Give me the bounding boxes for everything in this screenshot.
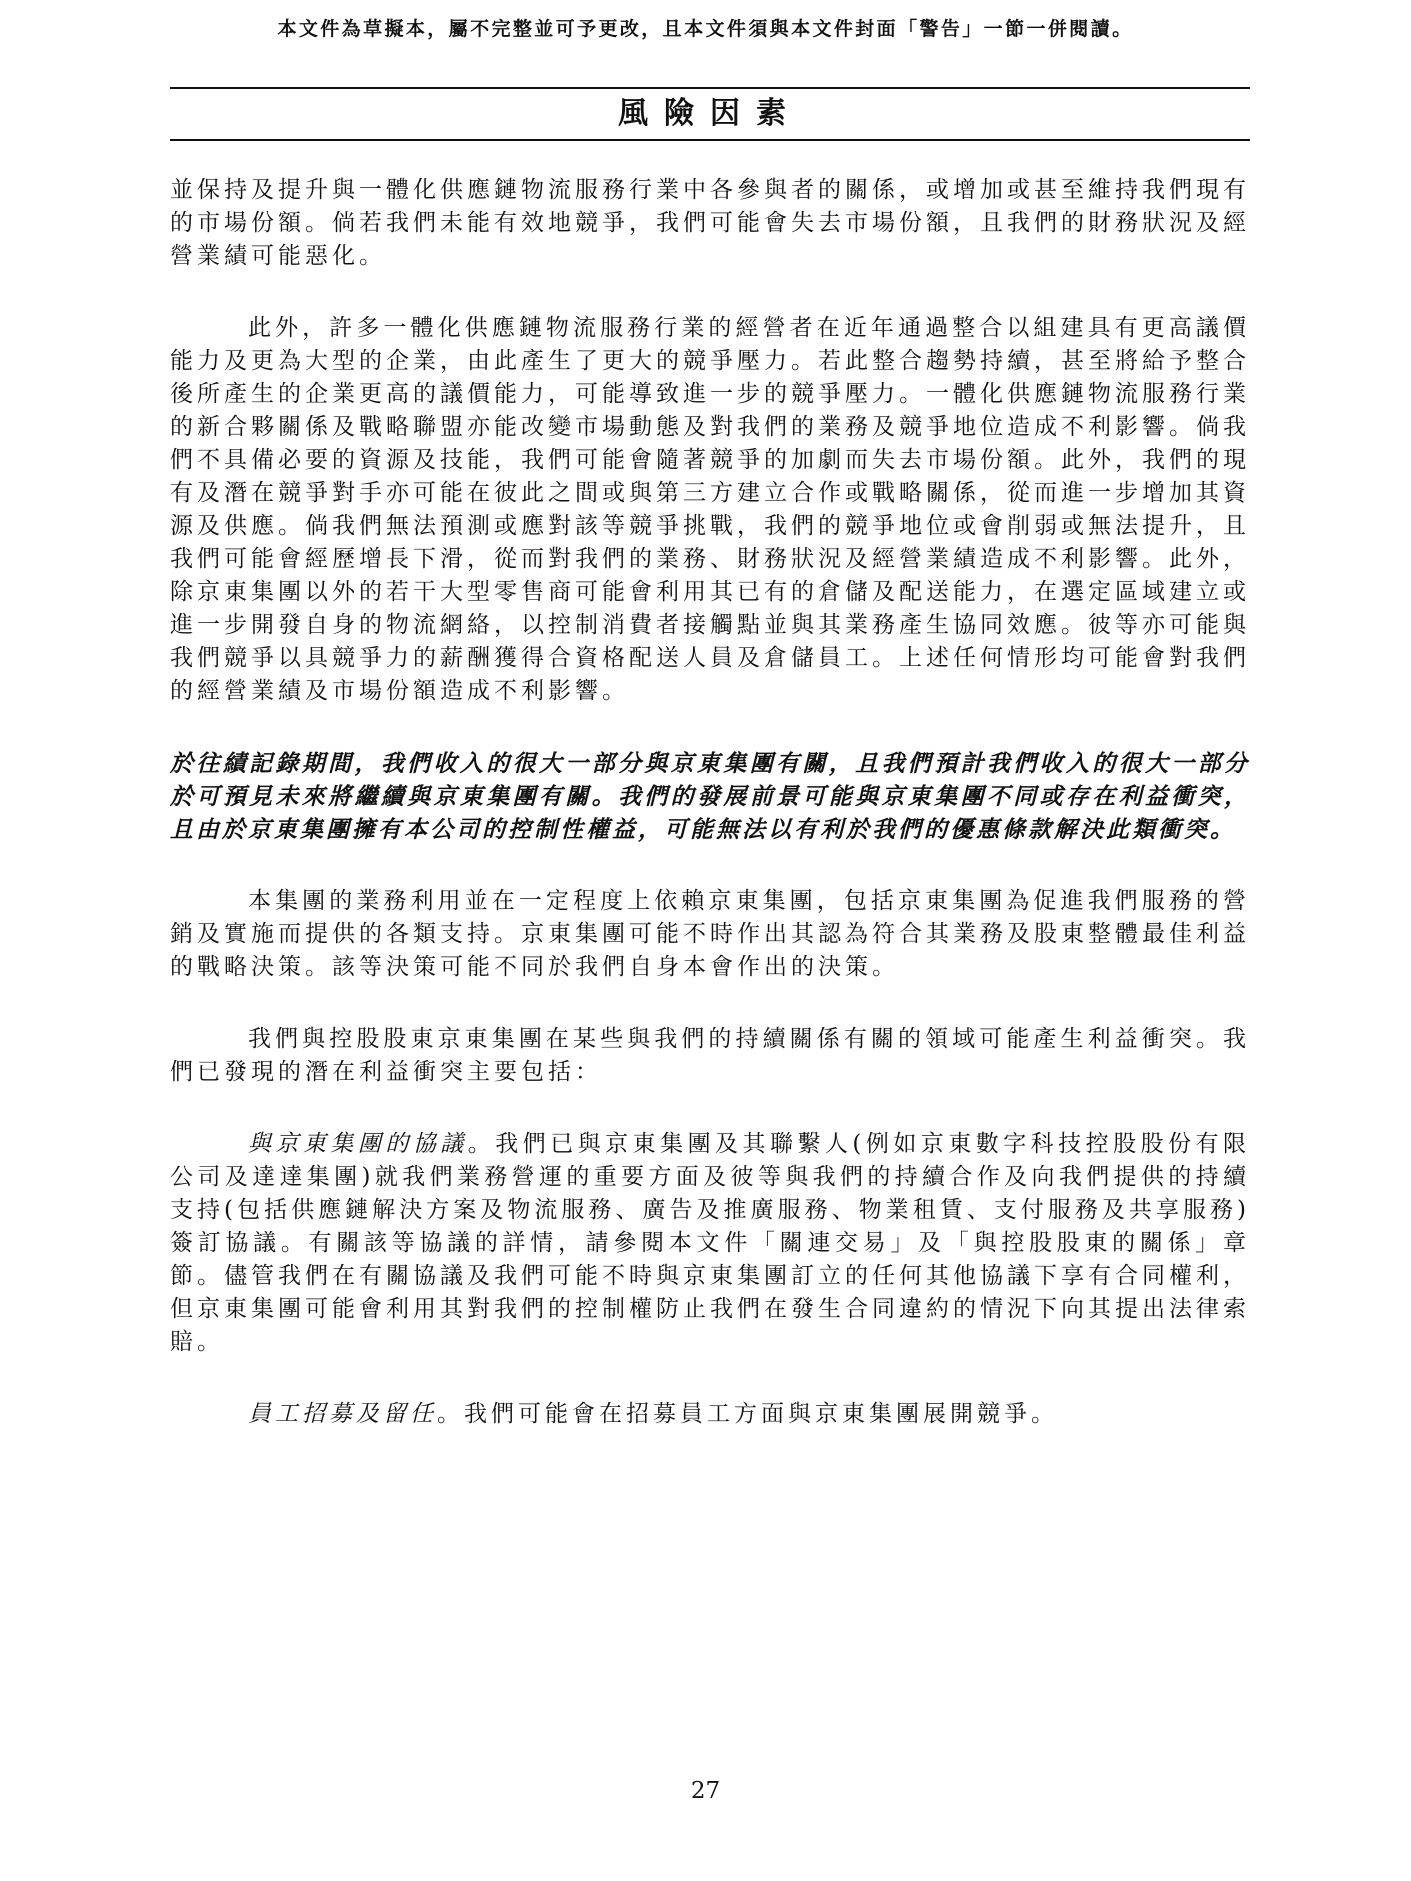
page-number: 27 xyxy=(690,1778,721,1804)
paragraph-agreements xyxy=(170,1128,1250,1359)
paragraph-continuation: 並保持及提升與一體化供應鏈物流服務行業中各參與者的關係，或增加或甚至維持我們現有的市場份額。倘若我們未能有效地競爭，我們可能會失去市場份額，且我們的財務狀況及經營業績可能惡化。 xyxy=(170,177,1250,269)
agreements-lead: 與京東集團的協議 xyxy=(248,1131,468,1157)
paragraph-conflicts-intro: 我們與控股股東京東集團在某些與我們的持續關係有關的領域可能產生利益衝突。我們已發現的潛在利益衝突主要包括： xyxy=(170,1026,1250,1085)
recruitment-lead: 員工招募及留任 xyxy=(248,1401,437,1427)
paragraph-recruitment xyxy=(170,1398,1250,1431)
paragraph-group-reliance: 本集團的業務利用並在一定程度上依賴京東集團，包括京東集團為促進我們服務的營銷及實施而提供的各類支持。京東集團可能不時作出其認為符合其業務及股東整體最佳利益的戰略決策。該等決策可能不同於我們自身本會作出的決策。 xyxy=(170,888,1250,980)
paragraph-competition: 此外，許多一體化供應鏈物流服務行業的經營者在近年通過整合以組建具有更高議價能力及更為大型的企業，由此產生了更大的競爭壓力。若此整合趨勢持續，甚至將給予整合後所產生的企業更高的議價能力，可能導致進一步的競爭壓力。一體化供應鏈物流服務行業的新合夥關係及戰略聯盟亦能改變市場動態及對我們的業務及競爭地位造成不利影響。倘我們不具備必要的資源及技能，我們可能會隨著競爭的加劇而失去市場份額。此外，我們的現有及潛在競爭對手亦可能在彼此之間或與第三方建立合作或戰略關係，從而進一步增加其資源及供應。倘我們無法預測或應對該等競爭挑戰，我們的競爭地位或會削弱或無法提升，且我們可能會經歷增長下滑，從而對我們的業務、財務狀況及經營業績造成不利影響。此外，除京東集團以外的若干大型零售商可能會利用其已有的倉儲及配送能力，在選定區域建立或進一步開發自身的物流網絡，以控制消費者接觸點並與其業務產生協同效應。彼等亦可能與我們競爭以具競爭力的薪酬獲得合資格配送人員及倉儲員工。上述任何情形均可能會對我們的經營業績及市場份額造成不利影響。 xyxy=(170,315,1250,704)
section-title: 風險因素 xyxy=(618,96,802,131)
document-body xyxy=(170,174,1250,1470)
agreements-text: 。我們已與京東集團及其聯繫人(例如京東數字科技控股股份有限公司及達達集團)就我們業務營運的重要方面及彼等與我們的持續合作及向我們提供的持續支持(包括供應鏈解決方案及物流服務、廣告及推廣服務、物業租賃、支付服務及共享服務)簽訂協議。有關該等協議的詳情，請參閱本文件「關連交易」及「與控股股東的關係」章節。儘管我們在有關協議及我們可能不時與京東集團訂立的任何其他協議下享有合同權利，但京東集團可能會利用其對我們的控制權防止我們在發生合同違約的情況下向其提出法律索賠。 xyxy=(170,1131,1250,1355)
recruitment-text: 。我們可能會在招募員工方面與京東集團展開競爭。 xyxy=(437,1401,1058,1427)
risk-heading: 於往績記錄期間，我們收入的很大一部分與京東集團有關，且我們預計我們收入的很大一部分於可預見未來將繼續與京東集團有關。我們的發展前景可能與京東集團不同或存在利益衝突，且由於京東集團擁有本公司的控制性權益，可能無法以有利於我們的優惠條款解決此類衝突。 xyxy=(170,750,1250,843)
title-rule-top xyxy=(170,87,1250,89)
title-rule-bottom xyxy=(170,139,1250,141)
draft-disclaimer: 本文件為草擬本，屬不完整並可予更改，且本文件須與本文件封面「警告」一節一併閱讀。 xyxy=(277,18,1134,40)
